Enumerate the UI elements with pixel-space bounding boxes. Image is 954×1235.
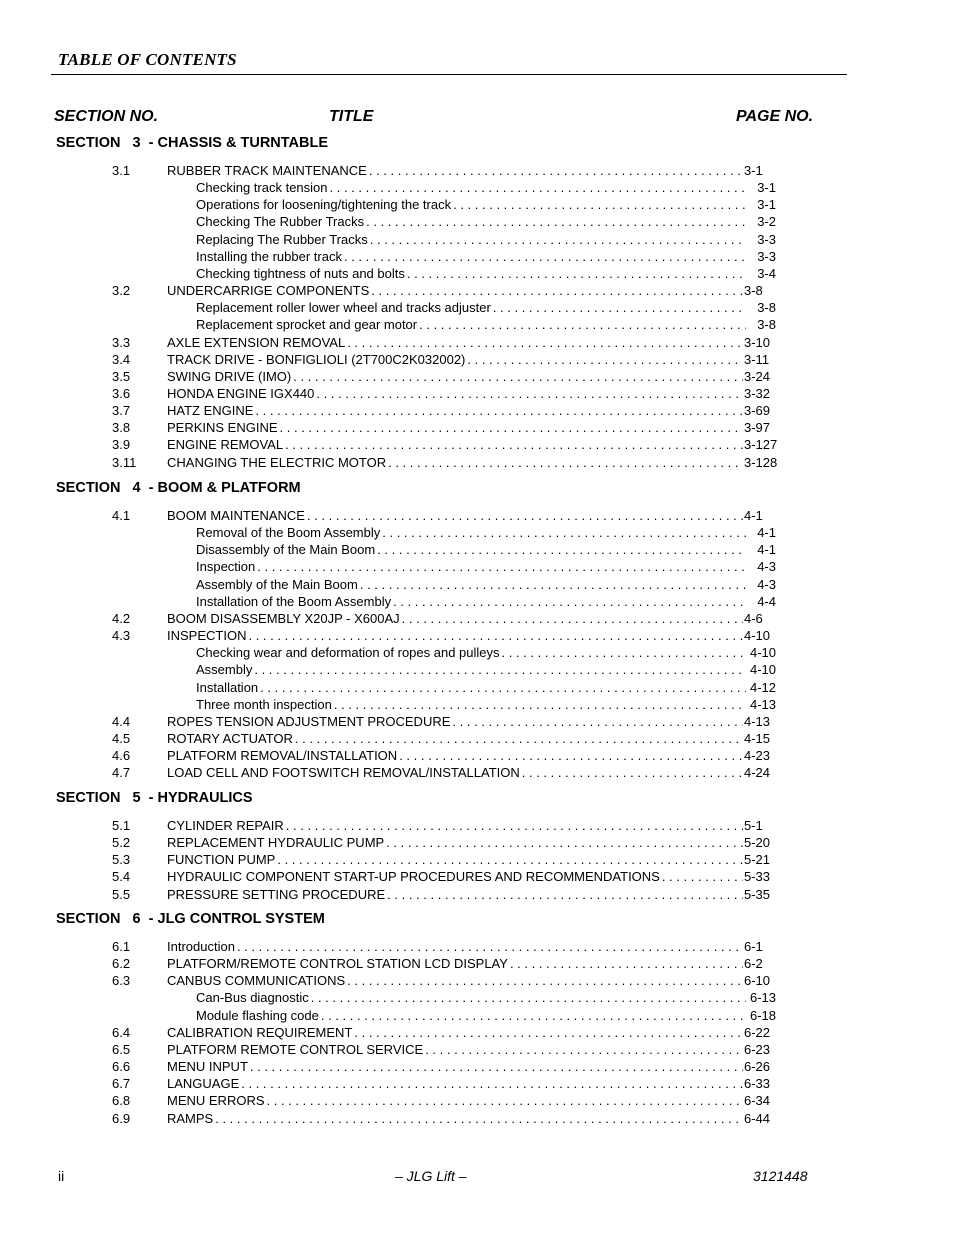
toc-entry-number: 4.3 [112, 628, 131, 644]
toc-entry-page: 6-34 [744, 1093, 771, 1109]
toc-entry-page: 3-127 [744, 437, 778, 453]
dot-leader [265, 1092, 743, 1109]
toc-entry-page: 5-35 [744, 886, 771, 902]
toc-entry-page: 3-69 [744, 403, 771, 419]
toc-entry-page: 4-24 [744, 765, 771, 781]
toc-entry-page: 3-1 [757, 180, 776, 196]
toc-entry-page: 6-1 [744, 939, 763, 954]
toc-entry-number: 3.11 [112, 454, 137, 470]
toc-entry-title: PRESSURE SETTING PROCEDURE [167, 886, 386, 902]
toc-entry-page: 4-12 [749, 679, 776, 695]
dot-leader [235, 938, 743, 955]
toc-entry[interactable] [0, 334, 954, 351]
page-header [51, 48, 847, 75]
dot-leader [258, 679, 746, 696]
dot-leader [450, 713, 743, 730]
toc-entry-page: 3-8 [757, 317, 776, 333]
dot-leader [405, 265, 746, 282]
toc-entry[interactable] [0, 1058, 954, 1075]
toc-entry-number: 6.4 [112, 1024, 131, 1040]
dot-leader [253, 402, 743, 419]
toc-entry[interactable] [0, 454, 954, 471]
toc-entry-title: BOOM DISASSEMBLY X20JP - X600AJ [167, 610, 400, 626]
dot-leader [283, 436, 743, 453]
toc-entry[interactable] [0, 576, 954, 593]
footer-page-number: ii [58, 1168, 65, 1184]
toc-entry-number: 4.4 [112, 713, 131, 729]
toc-entry-number: 5.2 [112, 835, 131, 851]
toc-entry-title: ENGINE REMOVAL [167, 437, 284, 453]
dot-leader [465, 351, 743, 368]
dot-leader [386, 454, 743, 471]
toc-entry[interactable] [0, 282, 954, 299]
toc-entry-page: 4-13 [749, 696, 776, 712]
toc-entry-title: HYDRAULIC COMPONENT START-UP PROCEDURES AND RECOMMENDATIONS [167, 869, 660, 885]
toc-entry-number: 3.8 [112, 420, 131, 436]
dot-leader [364, 213, 746, 230]
dot-leader [368, 231, 746, 248]
toc-entry-page: 3-3 [757, 248, 776, 264]
toc-entry-title: UNDERCARRIGE COMPONENTS [167, 283, 370, 299]
dot-leader [239, 1075, 743, 1092]
toc-entry[interactable] [0, 558, 954, 575]
dot-leader [328, 179, 746, 196]
toc-entry[interactable] [0, 972, 954, 989]
dot-leader [314, 385, 743, 402]
section-heading: SECTION 4 - BOOM & PLATFORM [56, 480, 301, 496]
column-headers [0, 108, 954, 130]
toc-entry[interactable] [0, 696, 954, 713]
header-title: TABLE OF CONTENTS [58, 50, 237, 69]
column-header-section: SECTION NO. [54, 108, 159, 125]
toc-entry[interactable] [0, 1110, 954, 1127]
toc-entry-number: 6.8 [112, 1093, 131, 1109]
toc-entry[interactable] [0, 627, 954, 644]
dot-leader [660, 868, 743, 885]
toc-entry[interactable] [0, 541, 954, 558]
dot-leader [391, 593, 746, 610]
toc-entry-page: 6-13 [749, 990, 776, 1006]
dot-leader [417, 316, 746, 333]
toc-entry-title: Inspection [196, 559, 256, 575]
toc-entry[interactable] [0, 1075, 954, 1092]
toc-entry-page: 6-23 [744, 1041, 771, 1057]
toc-entry-title: Checking wear and deformation of ropes and pulleys [196, 645, 500, 661]
section-heading: SECTION 6 - JLG CONTROL SYSTEM [56, 911, 325, 927]
toc-entry-number: 6.5 [112, 1041, 131, 1057]
toc-entry[interactable] [0, 713, 954, 730]
dot-leader [380, 524, 746, 541]
toc-entry-title: ROTARY ACTUATOR [167, 730, 293, 746]
toc-entry-page: 3-2 [757, 214, 776, 230]
dot-leader [252, 661, 746, 678]
toc-entry-number: 3.1 [112, 163, 131, 178]
toc-entry-page: 5-1 [744, 818, 763, 833]
toc-entry-number: 3.9 [112, 437, 131, 453]
toc-entry-page: 5-21 [744, 852, 771, 868]
toc-entry[interactable] [0, 1024, 954, 1041]
toc-entry-page: 6-2 [744, 956, 763, 972]
toc-entry-number: 5.1 [112, 818, 131, 833]
toc-entry-title: MENU ERRORS [167, 1093, 265, 1109]
toc-entry[interactable] [0, 196, 954, 213]
dot-leader [385, 886, 743, 903]
toc-entry-number: 4.7 [112, 765, 131, 781]
toc-entry-number: 4.1 [112, 508, 131, 523]
toc-entry-number: 5.4 [112, 869, 131, 885]
toc-entry-page: 3-8 [744, 283, 763, 299]
toc-entry-number: 5.5 [112, 886, 131, 902]
toc-entry[interactable] [0, 764, 954, 781]
toc-entry[interactable] [0, 231, 954, 248]
toc-entry[interactable] [0, 1007, 954, 1024]
dot-leader [400, 610, 743, 627]
toc-entry-page: 4-1 [757, 542, 776, 558]
toc-entry[interactable] [0, 179, 954, 196]
toc-entry-number: 4.5 [112, 730, 131, 746]
toc-entry-title: Assembly [196, 662, 253, 678]
toc-entry-page: 4-1 [744, 508, 763, 523]
dot-leader [332, 696, 746, 713]
toc-entry-page: 6-26 [744, 1059, 771, 1075]
toc-entry[interactable] [0, 385, 954, 402]
toc-entry[interactable] [0, 851, 954, 868]
toc-entry-title: Replacement sprocket and gear motor [196, 317, 418, 333]
toc-entry-number: 3.6 [112, 385, 131, 401]
toc-entry-title: CANBUS COMMUNICATIONS [167, 973, 346, 989]
toc-entry-title: Operations for loosening/tightening the track [196, 197, 452, 213]
toc-entry-title: AXLE EXTENSION REMOVAL [167, 334, 346, 350]
toc-entry[interactable] [0, 661, 954, 678]
dot-leader [367, 162, 743, 179]
toc-entry-title: Installation [196, 679, 259, 695]
toc-entry-number: 6.3 [112, 973, 131, 989]
toc-entry[interactable] [0, 419, 954, 436]
toc-entry-page: 6-10 [744, 973, 771, 989]
toc-entry[interactable] [0, 679, 954, 696]
toc-entry[interactable] [0, 938, 954, 955]
toc-entry-page: 4-3 [757, 559, 776, 575]
section-heading: SECTION 3 - CHASSIS & TURNTABLE [56, 135, 329, 151]
toc-entry-number: 6.7 [112, 1076, 131, 1092]
dot-leader [384, 834, 743, 851]
toc-entry-title: CHANGING THE ELECTRIC MOTOR [167, 454, 387, 470]
toc-entry[interactable] [0, 834, 954, 851]
toc-entry[interactable] [0, 316, 954, 333]
toc-entry-title: MENU INPUT [167, 1059, 248, 1075]
dot-leader [278, 419, 743, 436]
footer-doc-number: 3121448 [753, 1168, 808, 1184]
toc-entry-page: 4-6 [744, 610, 763, 626]
toc-entry-page: 3-11 [744, 351, 770, 367]
toc-entry-page: 4-10 [749, 645, 776, 661]
toc-entry-page: 3-3 [757, 231, 776, 247]
toc-entry-page: 4-15 [744, 730, 771, 746]
toc-entry-number: 6.9 [112, 1110, 131, 1126]
toc-entry-title: Replacement roller lower wheel and tracks adjuster [196, 300, 491, 316]
toc-entry-title: Installing the rubber track [196, 248, 342, 264]
column-header-title: TITLE [329, 108, 374, 125]
toc-entry-number: 6.1 [112, 939, 131, 954]
toc-entry[interactable] [0, 730, 954, 747]
toc-entry-page: 4-10 [744, 628, 771, 644]
toc-entry-page: 3-97 [744, 420, 771, 436]
dot-leader [305, 507, 743, 524]
toc-entry-title: PLATFORM REMOTE CONTROL SERVICE [167, 1041, 424, 1057]
toc-entry-title: FUNCTION PUMP [167, 852, 276, 868]
toc-entry-page: 6-22 [744, 1024, 771, 1040]
toc-entry[interactable] [0, 507, 954, 524]
column-header-page: PAGE NO. [736, 108, 814, 125]
toc-entry-page: 6-33 [744, 1076, 771, 1092]
toc-entry-number: 3.3 [112, 334, 131, 350]
toc-entry-page: 3-10 [744, 334, 771, 350]
toc-entry[interactable] [0, 162, 954, 179]
toc-entry-page: 3-32 [744, 385, 771, 401]
dot-leader [246, 627, 743, 644]
toc-entry[interactable] [0, 368, 954, 385]
dot-leader [293, 730, 743, 747]
toc-entry-title: PERKINS ENGINE [167, 420, 278, 436]
section-heading: SECTION 5 - HYDRAULICS [56, 790, 253, 806]
toc-entry[interactable] [0, 1092, 954, 1109]
toc-entry-title: Removal of the Boom Assembly [196, 525, 381, 541]
toc-entry-title: Assembly of the Main Boom [196, 576, 358, 592]
toc-entry-page: 3-4 [757, 265, 776, 281]
dot-leader [248, 1058, 743, 1075]
toc-entry[interactable] [0, 593, 954, 610]
toc-entry-page: 4-4 [757, 593, 776, 609]
toc-entry-page: 4-10 [749, 662, 776, 678]
toc-entry-number: 4.6 [112, 748, 131, 764]
toc-entry-title: Three month inspection [196, 696, 332, 712]
toc-entry-title: RAMPS [167, 1110, 214, 1126]
toc-entry[interactable] [0, 886, 954, 903]
toc-entry-page: 3-24 [744, 368, 771, 384]
toc-entry-page: 4-13 [744, 713, 771, 729]
toc-entry-title: Checking tightness of nuts and bolts [196, 265, 405, 281]
toc-entry[interactable] [0, 524, 954, 541]
dot-leader [397, 747, 743, 764]
dot-leader [345, 972, 743, 989]
dot-leader [291, 368, 743, 385]
toc-entry-number: 4.2 [112, 610, 131, 626]
toc-entry-title: PLATFORM REMOVAL/INSTALLATION [167, 748, 398, 764]
toc-entry-page: 5-33 [744, 869, 771, 885]
toc-entry-number: 6.6 [112, 1059, 131, 1075]
toc-entry-page: 3-128 [744, 454, 778, 470]
dot-leader [358, 576, 746, 593]
toc-entry[interactable] [0, 610, 954, 627]
toc-entry-title: SWING DRIVE (IMO) [167, 368, 292, 384]
toc-entry[interactable] [0, 351, 954, 368]
dot-leader [369, 282, 743, 299]
toc-entry[interactable] [0, 868, 954, 885]
toc-entry-page: 5-20 [744, 835, 771, 851]
toc-entry-number: 3.5 [112, 368, 131, 384]
toc-entry-number: 3.7 [112, 403, 131, 419]
dot-leader [491, 299, 746, 316]
toc-entry-title: CYLINDER REPAIR [167, 818, 284, 833]
toc-entry-title: LOAD CELL AND FOOTSWITCH REMOVAL/INSTALLATION [167, 765, 520, 781]
page-footer [0, 1168, 954, 1188]
toc-entry-title: Checking track tension [196, 180, 328, 196]
toc-entry-title: Replacing The Rubber Tracks [196, 231, 368, 247]
toc-entry[interactable] [0, 817, 954, 834]
dot-leader [451, 196, 746, 213]
dot-leader [213, 1110, 743, 1127]
dot-leader [309, 989, 746, 1006]
dot-leader [500, 644, 746, 661]
toc-entry-title: Module flashing code [196, 1007, 319, 1023]
toc-entry[interactable] [0, 436, 954, 453]
toc-entry-title: TRACK DRIVE - BONFIGLIOLI (2T700C2K032002) [167, 351, 466, 367]
toc-entry-title: HONDA ENGINE IGX440 [167, 385, 315, 401]
toc-entry[interactable] [0, 213, 954, 230]
toc-entry-title: Introduction [167, 939, 235, 954]
toc-entry[interactable] [0, 747, 954, 764]
dot-leader [508, 955, 743, 972]
dot-leader [284, 817, 743, 834]
toc-entry-page: 4-3 [757, 576, 776, 592]
toc-entry-title: INSPECTION [167, 628, 247, 644]
toc-entry-title: LANGUAGE [167, 1076, 240, 1092]
toc-entry-page: 3-1 [757, 197, 776, 213]
toc-entry-title: PLATFORM/REMOTE CONTROL STATION LCD DISPLAY [167, 956, 508, 972]
toc-entry-number: 3.2 [112, 283, 131, 299]
dot-leader [342, 248, 746, 265]
toc-entry-title: Disassembly of the Main Boom [196, 542, 376, 558]
toc-entry-title: CALIBRATION REQUIREMENT [167, 1024, 353, 1040]
toc-entry-title: RUBBER TRACK MAINTENANCE [167, 163, 367, 178]
dot-leader [275, 851, 743, 868]
toc-entry-page: 3-8 [757, 300, 776, 316]
toc-entry-title: HATZ ENGINE [167, 403, 254, 419]
dot-leader [375, 541, 746, 558]
toc-entry-title: BOOM MAINTENANCE [167, 508, 305, 523]
toc-entry[interactable] [0, 248, 954, 265]
toc-entry-title: Checking The Rubber Tracks [196, 214, 365, 230]
toc-entry[interactable] [0, 955, 954, 972]
toc-entry-page: 6-44 [744, 1110, 771, 1126]
dot-leader [352, 1024, 743, 1041]
toc-entry[interactable] [0, 265, 954, 282]
toc-entry-title: ROPES TENSION ADJUSTMENT PROCEDURE [167, 713, 451, 729]
toc-entry-title: Can-Bus diagnostic [196, 990, 309, 1006]
toc-entry-number: 3.4 [112, 351, 131, 367]
toc-entry-title: Installation of the Boom Assembly [196, 593, 392, 609]
dot-leader [520, 764, 743, 781]
dot-leader [345, 334, 743, 351]
dot-leader [255, 558, 746, 575]
toc-entry-title: REPLACEMENT HYDRAULIC PUMP [167, 835, 385, 851]
dot-leader [319, 1007, 746, 1024]
toc-entry-page: 3-1 [744, 163, 763, 178]
toc-entry-number: 6.2 [112, 956, 131, 972]
toc-entry-number: 5.3 [112, 852, 131, 868]
toc-entry-page: 4-23 [744, 748, 771, 764]
footer-center-text: – JLG Lift – [395, 1168, 467, 1184]
toc-entry[interactable] [0, 989, 954, 1006]
toc-entry[interactable] [0, 1041, 954, 1058]
toc-entry[interactable] [0, 402, 954, 419]
toc-entry-page: 6-18 [749, 1007, 776, 1023]
dot-leader [423, 1041, 743, 1058]
toc-entry[interactable] [0, 644, 954, 661]
toc-entry[interactable] [0, 299, 954, 316]
toc-entry-page: 4-1 [757, 525, 776, 541]
